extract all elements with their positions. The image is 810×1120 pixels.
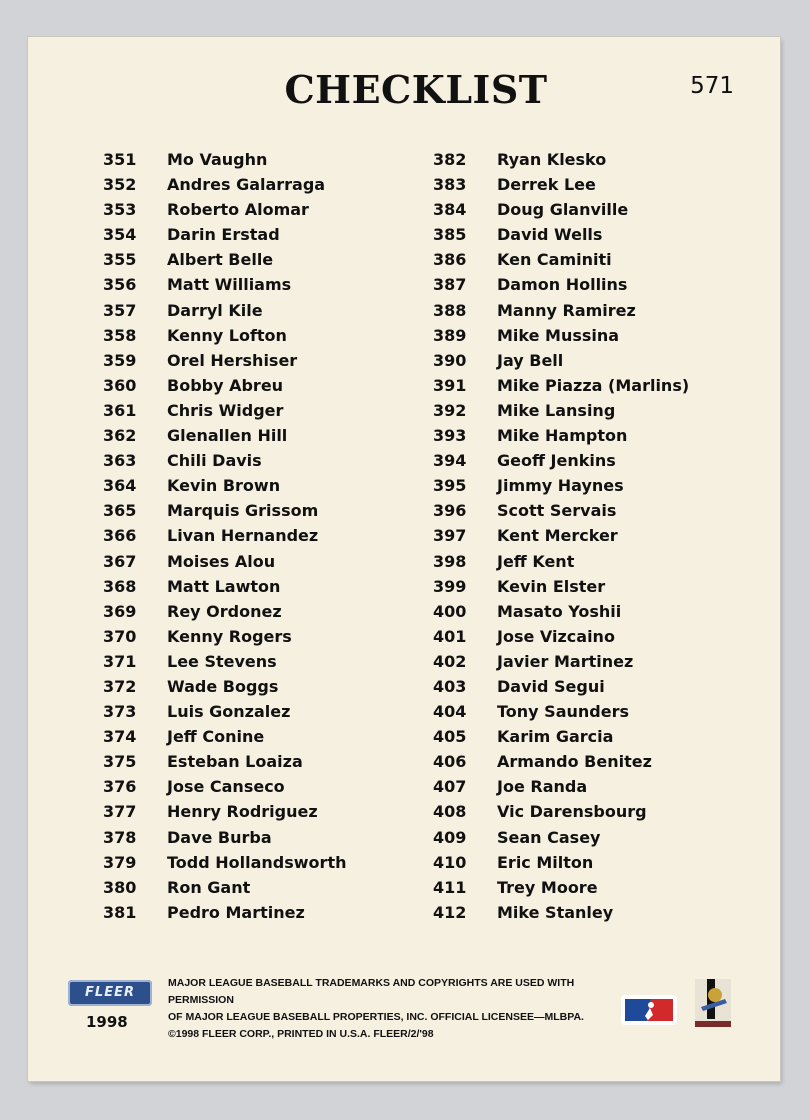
checklist-row: [433, 850, 689, 875]
checklist-row: [103, 473, 346, 498]
card-id: 405: [433, 727, 467, 747]
checklist-row: [433, 398, 689, 423]
card-id: 354: [103, 225, 137, 245]
player-name: Karim Garcia: [497, 727, 614, 747]
checklist-row: [433, 825, 689, 850]
card-id: 379: [103, 852, 137, 872]
checklist-row: [433, 172, 689, 197]
checklist-row: [103, 222, 346, 247]
checklist-row: [433, 348, 689, 373]
card-id: 366: [103, 526, 137, 546]
player-name: Eric Milton: [497, 852, 594, 872]
card-id: 402: [433, 651, 467, 671]
player-name: Ron Gant: [167, 877, 251, 897]
card-id: 370: [103, 626, 137, 646]
checklist-row: [103, 649, 346, 674]
player-name: Andres Galarraga: [167, 175, 326, 195]
card-id: 403: [433, 676, 467, 696]
card-id: 367: [103, 551, 137, 571]
checklist-row: [103, 850, 346, 875]
player-name: Orel Hershiser: [167, 350, 298, 370]
mlbpa-logo-icon: [691, 977, 736, 1029]
checklist-row: [433, 624, 689, 649]
checklist-row: [103, 774, 346, 799]
card-title: CHECKLIST: [284, 67, 548, 112]
card-id: 351: [103, 150, 137, 169]
checklist-row: [433, 373, 689, 398]
checklist-row: [433, 423, 689, 448]
player-name: Armando Benitez: [497, 752, 652, 772]
player-name: Albert Belle: [167, 250, 274, 270]
player-name: Marquis Grissom: [167, 501, 319, 521]
mlb-logo-icon: [621, 995, 677, 1025]
player-name: Darryl Kile: [167, 300, 263, 320]
checklist-row: [433, 749, 689, 774]
player-name: Damon Hollins: [497, 275, 628, 295]
player-name: Glenallen Hill: [167, 426, 288, 446]
card-id: 396: [433, 501, 467, 521]
card-id: 387: [433, 275, 467, 295]
player-name: Rey Ordonez: [167, 601, 282, 621]
checklist-row: [433, 523, 689, 548]
card-id: 364: [103, 476, 137, 496]
card-id: 377: [103, 802, 137, 822]
copyright-year: 1998: [86, 1013, 128, 1031]
player-name: Geoff Jenkins: [497, 451, 616, 471]
checklist-row: [103, 323, 346, 348]
player-name: Masato Yoshii: [497, 601, 622, 621]
card-id: 361: [103, 400, 137, 420]
checklist-row: [103, 674, 346, 699]
card-id: 353: [103, 200, 137, 220]
card-id: 374: [103, 727, 137, 747]
player-name: Jeff Conine: [167, 727, 265, 747]
card-id: 381: [103, 902, 137, 922]
card-id: 357: [103, 300, 137, 320]
player-name: Dave Burba: [167, 827, 272, 847]
checklist-row: [433, 574, 689, 599]
player-name: Mike Stanley: [497, 902, 614, 922]
checklist-row: [103, 699, 346, 724]
player-name: Chris Widger: [167, 400, 284, 420]
checklist-row: [103, 724, 346, 749]
player-name: Trey Moore: [497, 877, 598, 897]
player-name: Jose Canseco: [167, 777, 285, 797]
card-id: 375: [103, 752, 137, 772]
checklist-row: [103, 825, 346, 850]
card-id: 412: [433, 902, 467, 922]
card-id: 383: [433, 175, 467, 195]
player-name: Joe Randa: [497, 777, 588, 797]
player-name: Sean Casey: [497, 827, 601, 847]
checklist-row: [433, 774, 689, 799]
player-name: David Wells: [497, 225, 603, 245]
checklist-row: [433, 197, 689, 222]
player-name: Esteban Loaiza: [167, 752, 303, 772]
checklist-row: [103, 197, 346, 222]
player-name: Wade Boggs: [167, 676, 279, 696]
checklist-row: [433, 147, 689, 172]
checklist-row: [433, 498, 689, 523]
player-name: Jimmy Haynes: [497, 476, 624, 496]
checklist-row: [433, 875, 689, 900]
player-name: Scott Servais: [497, 501, 617, 521]
legal-line: MAJOR LEAGUE BASEBALL TRADEMARKS AND COPYRIGHTS ARE USED WITH PERMISSION: [168, 977, 575, 1006]
checklist-row: [433, 222, 689, 247]
card-id: 358: [103, 325, 137, 345]
card-number: 571: [690, 73, 734, 99]
checklist-row: [103, 875, 346, 900]
player-name: Ken Caminiti: [497, 250, 612, 270]
card-id: 352: [103, 175, 137, 195]
player-name: Luis Gonzalez: [167, 702, 291, 722]
player-name: Kevin Elster: [497, 576, 606, 596]
checklist-row: [433, 448, 689, 473]
checklist-row: [103, 523, 346, 548]
player-name: Jeff Kent: [497, 551, 575, 571]
player-name: Jose Vizcaino: [497, 626, 615, 646]
card-id: 404: [433, 702, 467, 722]
card-id: 411: [433, 877, 467, 897]
card-id: 384: [433, 200, 467, 220]
checklist-row: [103, 498, 346, 523]
card-id: 365: [103, 501, 137, 521]
card-id: 380: [103, 877, 137, 897]
checklist-row: [103, 398, 346, 423]
player-name: Matt Williams: [167, 275, 292, 295]
checklist-card: [28, 37, 780, 1081]
checklist-row: [433, 724, 689, 749]
player-name: Kenny Rogers: [167, 626, 292, 646]
player-name: Pedro Martinez: [167, 902, 305, 922]
player-name: Mike Piazza (Marlins): [497, 375, 690, 395]
card-id: 382: [433, 150, 467, 169]
card-id: 363: [103, 451, 137, 471]
checklist-row: [433, 699, 689, 724]
player-name: Roberto Alomar: [167, 200, 309, 220]
card-id: 385: [433, 225, 467, 245]
card-id: 393: [433, 426, 467, 446]
card-id: 394: [433, 451, 467, 471]
player-name: Doug Glanville: [497, 200, 629, 220]
card-id: 362: [103, 426, 137, 446]
card-id: 372: [103, 676, 137, 696]
player-name: Manny Ramirez: [497, 300, 636, 320]
checklist-row: [433, 900, 689, 925]
checklist-row: [433, 799, 689, 824]
card-id: 356: [103, 275, 137, 295]
card-id: 400: [433, 601, 467, 621]
card-id: 369: [103, 601, 137, 621]
card-id: 373: [103, 702, 137, 722]
player-name: Darin Erstad: [167, 225, 280, 245]
checklist-row: [433, 549, 689, 574]
card-id: 391: [433, 375, 467, 395]
checklist-row: [103, 147, 346, 172]
player-name: Mike Mussina: [497, 325, 620, 345]
player-name: Mike Lansing: [497, 400, 616, 420]
card-id: 371: [103, 651, 137, 671]
checklist-row: [103, 272, 346, 297]
checklist-row: [103, 549, 346, 574]
checklist-row: [103, 799, 346, 824]
player-name: Lee Stevens: [167, 651, 277, 671]
player-name: Matt Lawton: [167, 576, 281, 596]
checklist-column-right: [433, 147, 689, 925]
player-name: Derrek Lee: [497, 175, 596, 195]
card-id: 389: [433, 325, 467, 345]
fleer-logo: FLEER: [68, 980, 152, 1006]
card-id: 407: [433, 777, 467, 797]
checklist-row: [433, 674, 689, 699]
player-name: Mike Hampton: [497, 426, 628, 446]
card-id: 401: [433, 626, 467, 646]
player-name: David Segui: [497, 676, 605, 696]
checklist-row: [433, 298, 689, 323]
card-id: 360: [103, 375, 137, 395]
player-name: Kenny Lofton: [167, 325, 287, 345]
player-name: Ryan Klesko: [497, 150, 607, 169]
card-id: 376: [103, 777, 137, 797]
checklist-row: [433, 649, 689, 674]
player-name: Kevin Brown: [167, 476, 281, 496]
card-id: 386: [433, 250, 467, 270]
player-name: Jay Bell: [497, 350, 564, 370]
player-name: Livan Hernandez: [167, 526, 319, 546]
checklist-row: [103, 624, 346, 649]
legal-line: OF MAJOR LEAGUE BASEBALL PROPERTIES, INC. OFFICIAL LICENSEE—MLBPA.: [168, 1011, 584, 1023]
player-name: Tony Saunders: [497, 702, 629, 722]
checklist-row: [103, 599, 346, 624]
player-name: Bobby Abreu: [167, 375, 284, 395]
checklist-row: [103, 298, 346, 323]
player-name: Henry Rodriguez: [167, 802, 318, 822]
checklist-row: [433, 272, 689, 297]
card-id: 409: [433, 827, 467, 847]
player-name: Chili Davis: [167, 451, 262, 471]
checklist-row: [103, 373, 346, 398]
card-id: 359: [103, 350, 137, 370]
card-id: 410: [433, 852, 467, 872]
player-name: Javier Martinez: [497, 651, 634, 671]
card-id: 406: [433, 752, 467, 772]
card-id: 398: [433, 551, 467, 571]
player-name: Todd Hollandsworth: [167, 852, 347, 872]
card-id: 395: [433, 476, 467, 496]
card-id: 388: [433, 300, 467, 320]
card-id: 355: [103, 250, 137, 270]
player-name: Moises Alou: [167, 551, 276, 571]
player-name: Vic Darensbourg: [497, 802, 647, 822]
checklist-row: [433, 599, 689, 624]
checklist-row: [103, 423, 346, 448]
player-name: Kent Mercker: [497, 526, 618, 546]
checklist-row: [433, 323, 689, 348]
checklist-row: [433, 473, 689, 498]
checklist-row: [103, 247, 346, 272]
checklist-row: [433, 247, 689, 272]
card-id: 408: [433, 802, 467, 822]
checklist-row: [103, 900, 346, 925]
card-id: 397: [433, 526, 467, 546]
checklist-row: [103, 348, 346, 373]
card-id: 368: [103, 576, 137, 596]
checklist-row: [103, 749, 346, 774]
card-id: 392: [433, 400, 467, 420]
checklist-row: [103, 574, 346, 599]
card-id: 399: [433, 576, 467, 596]
card-id: 378: [103, 827, 137, 847]
card-id: 390: [433, 350, 467, 370]
checklist-row: [103, 172, 346, 197]
checklist-column-left: [103, 147, 346, 925]
legal-line: ©1998 FLEER CORP., PRINTED IN U.S.A. FLEER/2/'98: [168, 1028, 434, 1040]
legal-text: [168, 975, 628, 1043]
player-name: Mo Vaughn: [167, 150, 268, 169]
checklist-row: [103, 448, 346, 473]
